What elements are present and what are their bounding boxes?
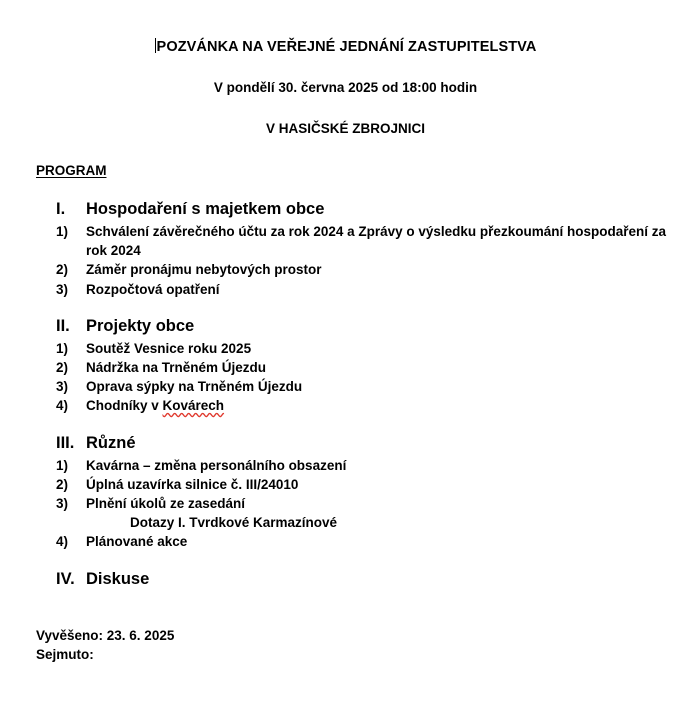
agenda-item-text: Kavárna – změna personálního obsazení: [86, 457, 347, 473]
agenda-section-heading: [56, 432, 691, 454]
agenda-item-text: Plnění úkolů ze zasedání: [86, 496, 246, 512]
agenda-section-heading: [56, 568, 691, 590]
agenda-item-number: 1): [56, 340, 69, 356]
footer: [36, 626, 691, 665]
agenda-item-number: 3): [56, 496, 69, 512]
agenda-item: [56, 456, 691, 475]
agenda-item-number: 3): [56, 281, 69, 297]
agenda-item-number: 2): [56, 476, 69, 492]
agenda-item: [56, 396, 691, 415]
agenda-item: [56, 494, 691, 513]
meeting-datetime: V pondělí 30. června 2025 od 18:00 hodin: [213, 80, 478, 96]
agenda-item-text: Chodníky v Kovárech: [86, 398, 225, 414]
agenda-section-numeral: IV.: [56, 569, 75, 588]
text-caret: [155, 38, 156, 53]
agenda-item-text: Plánované akce: [86, 534, 188, 550]
agenda-item-number: 4): [56, 398, 69, 414]
agenda-item: [56, 222, 691, 260]
agenda-item: [56, 475, 691, 494]
meeting-location: V HASIČSKÉ ZBROJNICI: [265, 120, 426, 136]
agenda-section-numeral: III.: [56, 433, 75, 452]
agenda-item-text: Nádržka na Trněném Újezdu: [86, 360, 267, 376]
page-title: [155, 38, 537, 56]
agenda-section: [0, 568, 691, 590]
program-heading-wrap: [0, 137, 691, 180]
page-title-text: POZVÁNKA NA VEŘEJNÉ JEDNÁNÍ ZASTUPITELSTVA: [156, 39, 537, 55]
agenda-item-text: Záměr pronájmu nebytových prostor: [86, 262, 322, 278]
agenda-section-title: Hospodaření s majetkem obce: [86, 199, 325, 218]
agenda-section-heading: [56, 315, 691, 337]
agenda-section-numeral: I.: [56, 199, 66, 218]
agenda-section: [0, 432, 691, 552]
spellcheck-flagged-word[interactable]: Kovárech: [162, 398, 225, 414]
agenda-item-subnote: Dotazy I. Tvrdkové Karmazínové: [130, 515, 338, 531]
agenda-item-text: Schválení závěrečného účtu za rok 2024 a Zprávy o výsledku přezkoumání hospodaření za rok 2024: [86, 224, 666, 259]
agenda-item: [56, 358, 691, 377]
title-block: [0, 0, 691, 137]
agenda-section: [0, 315, 691, 416]
agenda-item-text: Úplná uzavírka silnice č. III/24010: [86, 476, 299, 492]
agenda-item-number: 3): [56, 379, 69, 395]
removed-date: Sejmuto:: [36, 647, 94, 663]
agenda-item: [56, 339, 691, 358]
agenda-item: [56, 532, 691, 551]
agenda-item-text: Rozpočtová opatření: [86, 281, 220, 297]
agenda-item-text: Soutěž Vesnice roku 2025: [86, 340, 252, 356]
agenda-item-number: 2): [56, 262, 69, 278]
agenda-section-title: Různé: [86, 433, 136, 452]
agenda-item: [56, 377, 691, 396]
agenda-item-number: 2): [56, 360, 69, 376]
agenda-item-number: 1): [56, 457, 69, 473]
agenda-section-title: Diskuse: [86, 569, 150, 588]
agenda-section: [0, 198, 691, 299]
agenda-item-number: 1): [56, 224, 69, 240]
agenda-section-heading: [56, 198, 691, 220]
agenda-list: [0, 198, 691, 590]
program-heading: PROGRAM: [36, 162, 107, 178]
agenda-section-numeral: II.: [56, 316, 70, 335]
agenda-item-number: 4): [56, 534, 69, 550]
agenda-section-title: Projekty obce: [86, 316, 195, 335]
agenda-item-text: Oprava sýpky na Trněném Újezdu: [86, 379, 303, 395]
agenda-item: [56, 280, 691, 299]
agenda-item: [56, 260, 691, 279]
posted-date: Vyvěšeno: 23. 6. 2025: [36, 627, 175, 643]
